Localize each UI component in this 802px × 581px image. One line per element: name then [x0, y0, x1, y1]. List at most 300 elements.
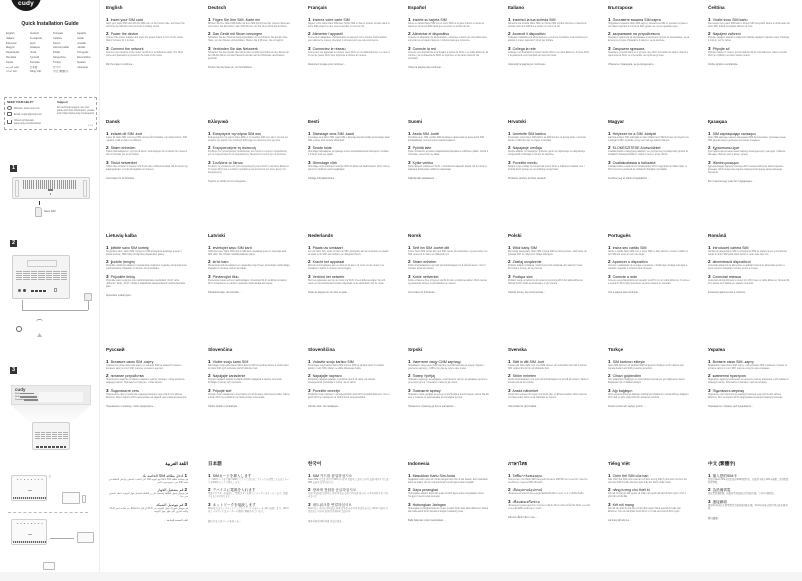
hand-press-icon: [16, 326, 22, 332]
language-heading: Русский: [106, 347, 125, 352]
language-index-item[interactable]: Slovenščina: [76, 55, 91, 59]
step-description: قم بتوصيل أجهزتك بجهاز التوجيه عبر Wi-Fi أو كابل Ethernet. تتم طباعة اسم Wi-Fi وكلمة المرور على ظهر جهاز التوجيه.: [109, 507, 188, 513]
step-description: Sluit de stroomadapter aan en druk op de aan / uit -knop om de router in te schakelen. Wacht 2 minuten tot het begint.: [308, 265, 385, 271]
language-section: [208, 460, 290, 523]
continue-note: Otočte stránku a pokračujte ...: [208, 404, 240, 408]
step-number: 2: [508, 374, 511, 379]
step-description: Připojte zařízení k routeru pomocí kabelu Wi-Fi nebo Ethernet. Název a heslo Wi-Fi je vytištěno na zadní straně routeru.: [708, 51, 787, 57]
install-step: [608, 474, 690, 485]
install-step: [408, 488, 490, 499]
step-number: 1: [708, 131, 711, 136]
language-section: [708, 4, 790, 66]
continue-note: Apverskite puslapį tęsti ...: [106, 293, 134, 297]
step-title: Kracht het apparaat: [312, 260, 345, 265]
install-step: [408, 260, 490, 271]
wifi-label-zoom: [11, 385, 91, 405]
step-description: Alignez votre carte Nano SIM avec l'icône SIM en bas et insérez la carte dans la fente SIM jusqu'à ce que vous entendiez un son de clic.: [308, 22, 390, 28]
step-description: Ühendage oma seadmed ruuteriga WiFi või Etherneti kaabli kaudu. Wi-Fi nimi ja parool on trükitud ruuteri tagaküljele.: [308, 165, 390, 171]
step-title: Pievienojiet tīklu: [212, 274, 239, 279]
page-footer: [0, 572, 802, 581]
language-heading: Norsk: [408, 233, 422, 238]
install-step: [308, 47, 390, 58]
step-description: قم بمحاذاة بطاقة Nano SIM مع أيقونة SIM على الجانب السفلي، وأدخل البطاقة في فتحة SIM حتى تسمع صوت النقر.: [108, 478, 188, 484]
step-number: 1: [106, 131, 109, 136]
install-step: [308, 18, 390, 29]
install-step: [708, 260, 790, 271]
continue-note: Бетті жалғастыру үшін бетті аударыңыз ...: [708, 179, 755, 183]
language-heading: 日本語: [208, 461, 222, 466]
step-title: Εισαγάγετε την κάρτα SIM σας: [212, 131, 262, 136]
step-number: 3: [508, 274, 511, 279]
step-number: 1: [408, 245, 411, 250]
step-title: Sätt in ditt SIM -kort: [512, 359, 545, 364]
install-step: [708, 246, 790, 257]
step-title: Aparecer o dispositivo: [612, 260, 648, 265]
step-title: ใส่ซิมการ์ดของคุณ: [512, 473, 542, 478]
step-number: 1: [208, 17, 211, 22]
step-title: Prijunkite tinklą: [110, 274, 135, 279]
divider: [8, 512, 88, 513]
language-section: [308, 118, 390, 180]
install-step: [508, 47, 590, 58]
step-description: Igazítsa a Nano SIM -kártyáját az alsó oldalon lévő SIM ikonnal, és helyezze be a kártyát a SIM -nyílásba, amíg nem hall egy kattintó hangot.: [608, 136, 689, 142]
step-title: Свържете мрежата: [612, 46, 645, 51]
step-description: ナノSIMカードを下側のSIMアイコンに合わせ、クリック音が聞こえるまでカードをSIMスロットに挿入します。: [208, 478, 290, 484]
language-index-item[interactable]: Italiano: [6, 36, 15, 40]
language-heading: Lietuvių kalba: [106, 233, 137, 238]
continue-note: Voltee la página para continuar ...: [408, 65, 444, 69]
step-title: ELŐKÉSZÍTÉSE A készüléket: [612, 146, 661, 151]
step-number-badge: 2: [11, 240, 16, 246]
step-number: 1: [308, 131, 311, 136]
language-heading: Українa: [708, 347, 725, 352]
wifi-field-label: Wi-Fi: [15, 396, 20, 399]
step-title: 為設備供電: [712, 488, 731, 493]
install-step: [308, 488, 390, 499]
install-step: [508, 360, 590, 371]
step-description: 將您的Nano SIM卡與底部的SIM圖標對齊，然後將卡插入SIM卡插槽，直到您聽到單擊聲。: [708, 478, 789, 484]
step-number: 2: [308, 146, 311, 151]
install-step: [106, 360, 188, 371]
step-description: Conecte seus dispositivos ao roteador via Wi-Fi ou um cabo Ethernet. O nome e a senha do Wi-Fi são impressos na parte traseira do roteador.: [608, 279, 690, 285]
install-step: [408, 360, 490, 371]
step-title: Құрылғыны қуат: [712, 146, 740, 151]
step-description: Juster dit Nano SIM -kort med SIM -ikonet på bundsiden, og indsæt kortet i SIM -spalten, indtil du hører en klikklyd.: [106, 136, 187, 142]
step-title: Anslut nätverket: [512, 388, 539, 393]
step-title: Pripojte sieť: [212, 388, 232, 393]
continue-note: Преврните страницу да бисте наставили ...: [408, 404, 457, 408]
phone-icon: [82, 495, 86, 503]
step-title: Įdėkite savo SIM kortelę: [110, 245, 149, 250]
step-number: 1: [508, 473, 511, 478]
language-index-item[interactable]: Latviski: [76, 46, 86, 50]
step-description: 連接電源適配器，然後按電源按鈕以打開路由器。等待2分鐘開始。: [708, 493, 776, 496]
step-description: Allinea la tua scheda Nano SIM con l'icona SIM sul lato inferiore e inserisci la scheda nello slot SIM fino a sentire un suono di clic.: [508, 22, 587, 28]
step-title: Ağı bağlayın: [612, 388, 633, 393]
step-number: 3: [608, 274, 611, 279]
language-heading: Hrvatski: [508, 119, 527, 124]
language-index-item[interactable]: Svenska: [29, 60, 40, 64]
install-step: [106, 389, 188, 400]
language-section: [508, 346, 590, 408]
step-number: 2: [308, 374, 311, 379]
install-step: [508, 132, 590, 143]
step-title: Kytke verkko: [412, 160, 434, 165]
step-number: 1: [708, 17, 711, 22]
language-section: [308, 4, 390, 66]
step-title: Įjunkite įrenginį: [110, 260, 135, 265]
step-title: ネットワークを接続します: [212, 502, 256, 507]
download-icon: [7, 120, 12, 124]
language-index-item[interactable]: Español: [76, 32, 86, 35]
step-description: 電源アダプターを接続し、電源ボタンを押してルーターをオンにします。開始するまで2分待ちます。: [208, 493, 288, 499]
step-title: Вставте свою SIM -карту: [712, 359, 754, 364]
continue-note: Vend siden for å fortsette ...: [408, 290, 438, 294]
step-description: Wi-FiまたはイーサネットケーブルでデバイスをルーターBに接続します。Wi-Fi名とパスワードはルーターの背面に印刷されています。: [208, 507, 289, 513]
language-index-item[interactable]: Português: [76, 51, 89, 55]
step-description: Collegare l'adattatore di alimentazione e premere il pulsante di accensione per attivare il router. Aspetta 2 minuti per iniziare.: [508, 37, 588, 43]
language-section: [106, 118, 188, 180]
router-wifi: [11, 475, 47, 501]
language-heading: Tiếng Việt: [608, 461, 630, 466]
step-title: Napajanje uređaja: [512, 146, 542, 151]
website-link[interactable]: Website: www.cudy.com: [14, 106, 40, 110]
install-step: [106, 503, 188, 514]
install-step: [708, 275, 790, 286]
language-index-item[interactable]: Hrvatski: [76, 41, 86, 45]
continue-note: Vänd sidan för att fortsätta ...: [508, 404, 539, 408]
install-step: [608, 389, 690, 400]
language-heading: Ελληνικά: [208, 119, 229, 124]
install-step: [508, 18, 590, 29]
install-step: [508, 500, 590, 511]
step-title: Strøm enheden: [110, 146, 136, 151]
step-title: Das Gerät mit Strom versorgen: [212, 32, 263, 37]
install-step: [208, 47, 290, 61]
step-number: 3: [608, 160, 611, 165]
install-step: [308, 503, 390, 514]
step-description: Anslut strömadaptern och tryck på strömknappen för att slå på routern. Vänta 2 minuter på att den startar.: [508, 379, 589, 385]
step-description: Pripojte svoje zariadenia k smerovaču cez Wi-Fi alebo ethernetový kábel. Názov a heslo Wi-Fi sú vytlačené na zadnej strane smerovača.: [208, 393, 290, 399]
install-step: [708, 374, 790, 385]
step-title: Alimentar el dispositivo: [412, 32, 450, 37]
step-number: 2: [508, 260, 511, 265]
install-step: [608, 360, 690, 371]
step-title: Conecte a rede: [612, 274, 638, 279]
language-index-item[interactable]: Dansk: [76, 36, 84, 40]
install-step: [208, 374, 290, 385]
step-number: 2: [608, 488, 611, 493]
step-description: Richten Sie Ihre Nano-SIM-Karte mit dem SIM-Symbol auf der unteren Seite aus und setzen Sie die Karte in den SIM-Slot ein, bis Sie einen Klick-Sound hören.: [208, 22, 290, 28]
step-description: Spojite adapter za napajanje i pritisnite gumb za uključivanje za uključivanje usmjerivača. Pričekajte 2 minute da započne.: [508, 151, 585, 157]
language-index-item[interactable]: Українa: [76, 60, 86, 64]
step-title: قم بتشغيل الجهاز: [157, 488, 184, 493]
step-number: 1: [308, 17, 311, 22]
step-number: 3: [508, 160, 511, 165]
install-step: [408, 503, 490, 514]
language-index-item[interactable]: اللغة العربية: [6, 65, 19, 69]
step-description: Повежите адаптер за напајање и притисните тастер за напајање да бисте укључили рутер. Сачекајте 2 минута да почне.: [408, 379, 488, 385]
step-description: Conecte o adaptador de energia e pressione o botão liga / desliga para ligar o roteador. Aguarde 2 minutos para começar.: [608, 265, 688, 271]
language-index-item[interactable]: Ελληνικά: [6, 41, 17, 45]
step-title: SIM картаңызды салыңыз: [712, 131, 756, 136]
language-heading: Slovenščina: [308, 347, 335, 352]
step-title: Verbind het netwerk: [312, 274, 345, 279]
step-description: Poravnajte svojo kartico Nano SIM z ikono SIM na spodnji strani in vstavite kartico v režo SIM, dokler ne slišite klikanega zvoka.: [308, 364, 385, 370]
language-section: [608, 460, 690, 522]
install-step: [708, 132, 790, 143]
install-step: [308, 246, 390, 257]
language-section: [608, 346, 690, 408]
continue-note: Devam etmek için sayfayı çevirin ...: [608, 404, 646, 408]
step-description: Priključite napajalni adapter in pritisnite gumb za vklop, da vklopite usmerjevalnik. Počakajte 2 minuti, da se začne.: [308, 379, 376, 385]
step-title: Vstavite svojo kartico SIM: [312, 359, 354, 364]
step-title: Napájajte zariadenie: [212, 374, 246, 379]
install-step: [508, 32, 590, 43]
step-description: Свържете адаптера за захранване и натиснете бутона за захранване, за да включите рутера. Изчакайте 2 минути, за да започне.: [608, 37, 690, 43]
step-description: Koble enhetene dine til ruteren via Wi-Fi eller en Ethernet-kabel. Wi-Fi-navnet og passordet skrives ut på baksiden av ruteren.: [408, 279, 487, 285]
step-number: 1: [208, 245, 211, 250]
step-title: SIMカードを挿入します: [212, 473, 252, 478]
language-index-item[interactable]: Suomi: [53, 41, 61, 45]
step-number: 3: [508, 46, 511, 51]
continue-note: اقلب الصفحة للمتابعة ...: [164, 518, 188, 522]
step-description: Wyrównaj swoją kartę Nano SIM z ikoną SIM po dolnej stronie i włóż kartę do gniazda SIM, aż usłyszysz dźwięk kliknięcia.: [508, 250, 587, 256]
continue-note: Retournez la page pour continuer ...: [308, 62, 347, 66]
continue-note: Обърнете страницата, за да продължите...: [608, 62, 656, 66]
step-number: 1: [106, 245, 109, 250]
step-description: Podłącz swoje urządzenia do routera za pomocą Wi-Fi lub kabla Ethernet. Nazwa Wi-Fi i hasło są drukowane z tyłu routera.: [508, 279, 584, 285]
install-step: [508, 374, 590, 385]
install-step: [608, 146, 690, 157]
step-title: Napájení zařízení: [712, 32, 741, 37]
language-index-item[interactable]: Eesti: [29, 41, 36, 45]
step-number: 2: [208, 146, 211, 151]
language-index-item[interactable]: Čeština: [53, 36, 62, 40]
step-description: Pripojte napájací adaptér a stlačte tlačidlo napájania a zapnite smerovač. Počkajte 2 minúty, kým sa začne.: [208, 379, 283, 385]
install-step: [208, 474, 290, 485]
step-number: 1: [508, 17, 511, 22]
language-section: [508, 118, 590, 180]
language-index-item[interactable]: 中文 (繁體字): [53, 70, 69, 74]
step-number: 1: [708, 359, 711, 364]
step-title: Verbinden Sie das Netzwerk: [212, 46, 258, 51]
step-number: 3: [184, 502, 187, 507]
step-number: 1: [308, 359, 311, 364]
language-index-item[interactable]: Lietuvių kalba: [53, 46, 69, 50]
step-description: Ühendage toiteadapter ja vajutage ruuteri sisselülitamiseks toitenuppu. Oodake 2 minutit, kuni see algab.: [308, 151, 389, 157]
language-section: [708, 346, 790, 408]
language-index-item[interactable]: Indonesia: [76, 65, 88, 69]
globe-icon: [7, 106, 12, 110]
router-back-small: [32, 422, 70, 450]
step-title: năng lượng cho thiết bị: [612, 488, 650, 493]
step-title: أدخل بطاقة SIM الخاصة بك: [142, 473, 184, 478]
install-step: [106, 488, 188, 499]
continue-note: Capovolgi la pagina per continuare...: [508, 62, 547, 66]
language-index-item[interactable]: Nederlands: [6, 51, 20, 55]
language-index-item[interactable]: Deutsch: [29, 32, 40, 35]
step-description: Connect the power adapter and press the power button to turn on the router. Wait 2 minutes for it to start.: [106, 37, 184, 43]
language-heading: Қазақша: [708, 119, 727, 124]
install-step: [308, 161, 390, 172]
language-index-item[interactable]: Français: [53, 32, 63, 35]
install-step: [106, 47, 188, 58]
language-section: [208, 118, 290, 183]
step-number: 2: [106, 374, 109, 379]
language-index-item[interactable]: Русский: [29, 55, 40, 59]
step-number: 3: [106, 46, 109, 51]
step-description: Hubungkan perangkat Anda ke router melalui Wi-Fi atau kabel Ethernet. Nama dan kata sandi Wi-Fi dicetak di bagian belakang router.: [408, 507, 489, 513]
step-number: 1: [708, 245, 711, 250]
language-index-item[interactable]: Norsk: [29, 51, 37, 55]
step-title: قم بتوصيل الشبكة: [156, 502, 184, 507]
step-number: 2: [408, 146, 411, 151]
nano-sim-caption: Nano SIM: [44, 210, 56, 213]
language-index: [6, 32, 98, 74]
step-description: 전원 어댑터를 연결하고 전원 버튼을 눌러 라우터를 켭니다. 시작하려면 2 분 기다리십시오.: [308, 493, 388, 499]
install-step: [308, 374, 390, 385]
language-index-item[interactable]: 日本語: [29, 65, 38, 69]
step-number: 2: [208, 374, 211, 379]
step-number: 2: [708, 32, 711, 37]
install-step: [208, 146, 290, 157]
step-number: 3: [308, 502, 311, 507]
step-number: 1: [208, 473, 211, 478]
step-description: Zarovnejte svou nano SIM kartu s ikonou SIM na spodní straně a vložte kartu do slotu SIM, dokud neuslyšíte kliknutí na zvuk.: [708, 22, 790, 28]
language-index-item[interactable]: Română: [6, 55, 16, 59]
language-index-item[interactable]: Tiếng Việt: [29, 70, 42, 74]
power-cable: [22, 300, 23, 310]
step-description: Підключіть свої пристрої до маршрутизатора через Wi-Fi або кабель Ethernet. Ім'я та пароль Wi-Fi надруковані на звороті маршрутизатора.: [708, 393, 784, 399]
step-title: Plaats uw simkaart: [312, 245, 343, 250]
step-description: เชื่อมต่ออุปกรณ์ของคุณกับเราเตอร์ผ่าน Wi-Fi หรือสายอีเธอร์เน็ต ชื่อ Wi-Fi และรหัสผ่านจะพิมพ์ที่ด้านหลังของเราเตอร์: [508, 504, 590, 510]
language-heading: Srpski: [408, 347, 423, 352]
step-title: Accendi il dispositivo: [512, 32, 546, 37]
language-section: [708, 232, 790, 294]
continue-note: Drehen Sie die Seite um, um fortzufahren ...: [208, 65, 255, 69]
nano-sim-icon: [35, 207, 42, 217]
language-index-item[interactable]: ภาษาไทย: [6, 70, 17, 74]
language-index-item[interactable]: 한국어: [53, 65, 61, 69]
step-number: 2: [608, 146, 611, 151]
step-number: 2: [408, 374, 411, 379]
step-description: Kytke virtasovitin ja paina virtapainiketta kytkeäksesi reitittimen päälle. Odota 2 minuuttia, ennen kuin se alkaa.: [408, 151, 489, 157]
step-number: 3: [408, 160, 411, 165]
step-number: 3: [208, 46, 211, 51]
power-button-icon: [36, 319, 43, 323]
install-step: [508, 389, 590, 400]
step-description: Conectați adaptorul de alimentare și apăsați butonul de alimentare pentru a porni routerul. Așteptați 2 minute pentru a începe.: [708, 265, 785, 271]
support-box: [4, 97, 97, 130]
power-adapter-icon: [84, 293, 92, 301]
language-index-item[interactable]: English: [6, 32, 15, 35]
step-number: 1: [184, 473, 187, 478]
step-description: Tilslut dine enheder til routeren via Wi-Fi eller et Ethernet-kabel. Wi-Fi-navnet og adgangskoden er trykt på bagsiden af routeren.: [106, 165, 188, 171]
install-step: [608, 132, 690, 143]
language-index-item[interactable]: Srpski: [6, 60, 14, 64]
step-title: デバイスに電源を入れます: [212, 488, 256, 493]
step-title: Vložte svoju kartu SIM: [212, 359, 249, 364]
step-title: живлення пристрою: [712, 374, 746, 379]
step-number: 1: [608, 473, 611, 478]
continue-note: Otočte stránku a pokračujte...: [708, 62, 740, 66]
install-step: [408, 161, 490, 172]
language-heading: Italiano: [508, 5, 525, 10]
continue-note: Vire a página para continuar ...: [608, 290, 641, 294]
step-description: Justera ditt Nano SIM -kort med SIM -ikonen på undersidan och sätt in kortet i SIM -spåret tills du hör ett klickande ljud.: [508, 364, 588, 370]
language-section: [408, 460, 490, 522]
step-title: Ievietojiet savu SIM karti: [212, 245, 252, 250]
step-number: 1: [408, 131, 411, 136]
language-index-item[interactable]: Polski: [53, 51, 60, 55]
step-description: Conecte el adaptador de alimentación y presione el botón de encendido para encender el enrutador. Espere 2 minutos para que comience.: [408, 37, 487, 43]
step-number: 1: [608, 131, 611, 136]
language-section: [508, 460, 590, 520]
step-number: 2: [508, 32, 511, 37]
step-title: Уметните своју СИМ картицу: [412, 359, 461, 364]
step-number: 3: [408, 274, 411, 279]
step-number: 2: [184, 488, 187, 493]
install-step: [208, 161, 290, 175]
install-step: [408, 389, 490, 400]
step-title: Connectez le réseau: [312, 46, 346, 51]
step-description: Поравнајте своју нано СИМ картицу са СИМ иконом на доњој страни и уметните картицу у СИМ утор док не чујете звук клика.: [408, 364, 484, 370]
continue-note: Draai de pagina om om door te gaan ...: [308, 290, 350, 294]
install-step: [608, 246, 690, 257]
install-step: [708, 161, 790, 175]
step-title: Pyöritä laite: [412, 146, 432, 151]
install-step: [608, 488, 690, 499]
install-step: [408, 246, 490, 257]
step-title: Sisestage oma SIM -kaart: [312, 131, 354, 136]
language-index-item[interactable]: Magyar: [6, 46, 15, 50]
step-description: Kohdista nano -SIM -korttisi SIM-kuvakkeen alareunaan ja aseta kortti SIM-korttipaikkaan, kunnes kuulet napsautusäänen.: [408, 136, 485, 142]
language-index-item[interactable]: Slovenčina: [53, 55, 66, 59]
manual-link[interactable]: Drivers & Manuals: www.cudy.com/download: [14, 118, 41, 125]
install-step: [708, 474, 790, 485]
language-section: [408, 118, 490, 180]
step-title: Collega la rete: [512, 46, 536, 51]
step-title: Alimenter l'appareil: [312, 32, 343, 37]
language-index-item[interactable]: Türkçe: [53, 60, 61, 64]
install-step: [106, 275, 188, 289]
language-index-item[interactable]: Қазақша: [29, 46, 40, 50]
install-step: [508, 275, 590, 286]
language-heading: Suomi: [408, 119, 423, 124]
step-number: 2: [106, 260, 109, 265]
email-link[interactable]: Email: support@cudy.com: [14, 112, 42, 116]
step-number: 3: [708, 160, 711, 165]
continue-note: Obrnite stran, da nadaljujete ...: [308, 404, 341, 408]
ethernet-cable: [50, 538, 74, 539]
language-section: [308, 460, 390, 523]
step-description: Hubungkan adaptor daya dan tekan tombol daya untuk menyalakan router. Tunggu 2 menit untuk memulai.: [408, 493, 485, 499]
install-step: [106, 32, 188, 43]
install-step: [106, 146, 188, 157]
language-heading: Eesti: [308, 119, 319, 124]
step-number: 2: [608, 260, 611, 265]
step-number: 2: [408, 488, 411, 493]
install-step: [208, 503, 290, 514]
continue-note: Flip the page to continue...: [106, 62, 135, 66]
language-index-item[interactable]: Български: [29, 36, 42, 40]
language-section: [106, 460, 188, 522]
language-heading: Indonesia: [408, 461, 430, 466]
language-heading: Dansk: [106, 119, 120, 124]
language-section: [608, 232, 690, 294]
step-title: Повер Уређај: [412, 374, 435, 379]
